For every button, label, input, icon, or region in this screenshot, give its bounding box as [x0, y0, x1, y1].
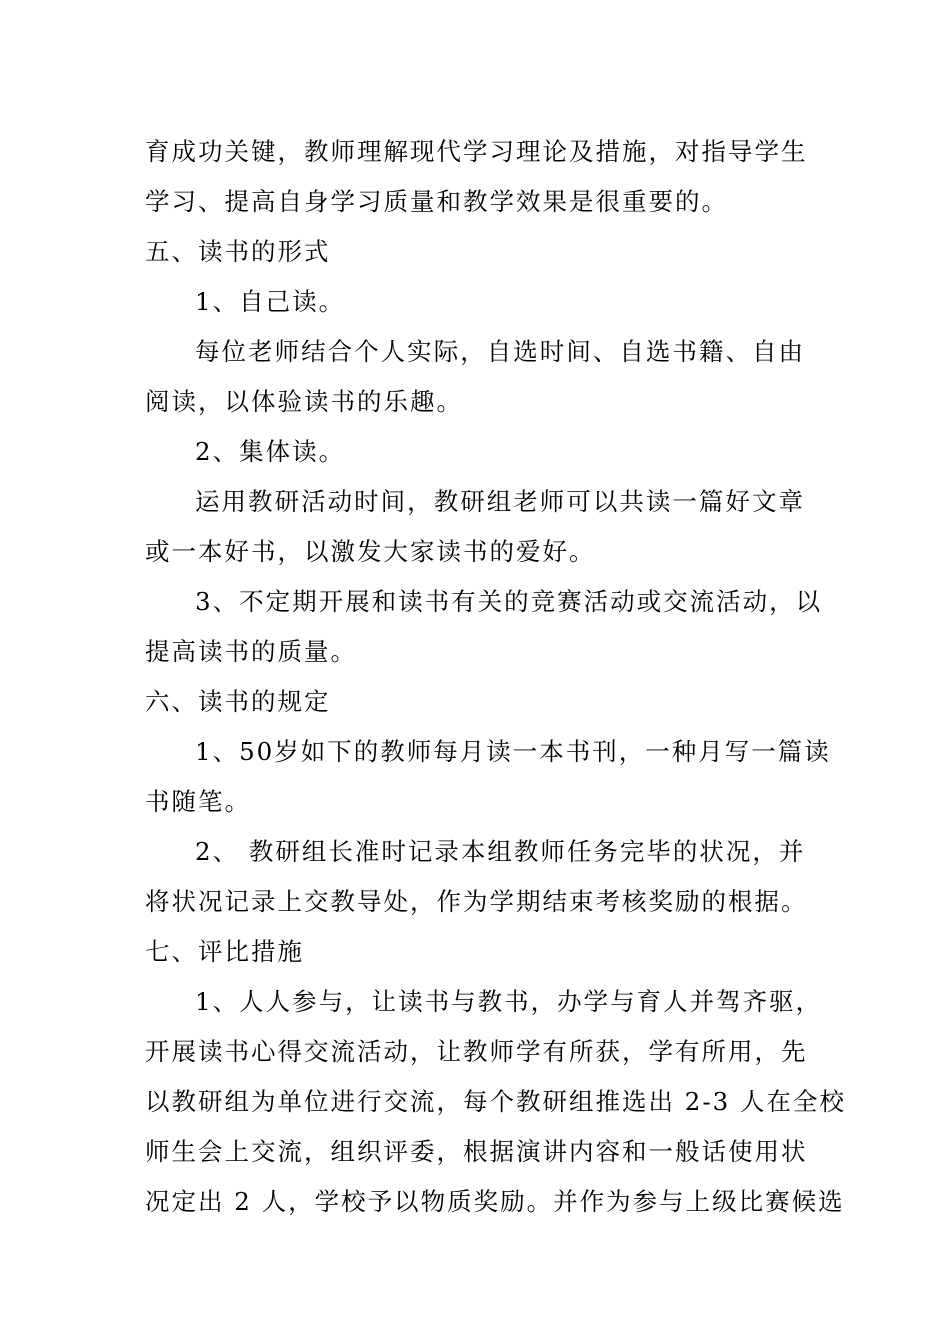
paragraph-line-13: 1、50岁如下的教师每月读一本书刊，一种月写一篇读 — [195, 737, 831, 766]
paragraph-line-9: 或一本好书，以激发大家读书的爱好。 — [145, 537, 596, 566]
paragraph-line-10: 3、不定期开展和读书有关的竞赛活动或交流活动，以 — [195, 587, 823, 616]
paragraph-line-11: 提高读书的质量。 — [145, 637, 357, 666]
paragraph-line-8: 运用教研活动时间，教研组老师可以共读一篇好文章 — [195, 487, 805, 516]
paragraph-line-16: 将状况记录上交教导处，作为学期结束考核奖励的根据。 — [145, 887, 808, 916]
item-heading-group-reading: 2、集体读。 — [195, 437, 346, 466]
section-heading-evaluation-measures: 七、评比措施 — [145, 937, 304, 966]
paragraph-line-19: 开展读书心得交流活动，让教师学有所获，学有所用，先 — [145, 1037, 808, 1066]
item-heading-self-reading: 1、自己读。 — [195, 287, 346, 316]
paragraph-line-2: 学习、提高自身学习质量和教学效果是很重要的。 — [145, 187, 728, 216]
paragraph-line-21: 师生会上交流，组织评委，根据演讲内容和一般话使用状 — [145, 1137, 808, 1166]
paragraph-line-18: 1、人人参与，让读书与教书，办学与育人并驾齐驱， — [195, 987, 823, 1016]
paragraph-line-6: 阅读，以体验读书的乐趣。 — [145, 387, 463, 416]
paragraph-line-5: 每位老师结合个人实际，自选时间、自选书籍、自由 — [195, 337, 805, 366]
paragraph-line-22: 况定出 2 人，学校予以物质奖励。并作为参与上级比赛候选 — [145, 1187, 845, 1216]
paragraph-line-1: 育成功关键，教师理解现代学习理论及措施，对指导学生 — [145, 137, 808, 166]
section-heading-reading-rules: 六、读书的规定 — [145, 687, 331, 716]
paragraph-line-14: 书随笔。 — [145, 787, 251, 816]
section-heading-reading-forms: 五、读书的形式 — [145, 237, 331, 266]
paragraph-line-15: 2、 教研组长准时记录本组教师任务完毕的状况，并 — [195, 837, 806, 866]
paragraph-line-20: 以教研组为单位进行交流，每个教研组推选出 2-3 人在全校 — [145, 1087, 847, 1116]
